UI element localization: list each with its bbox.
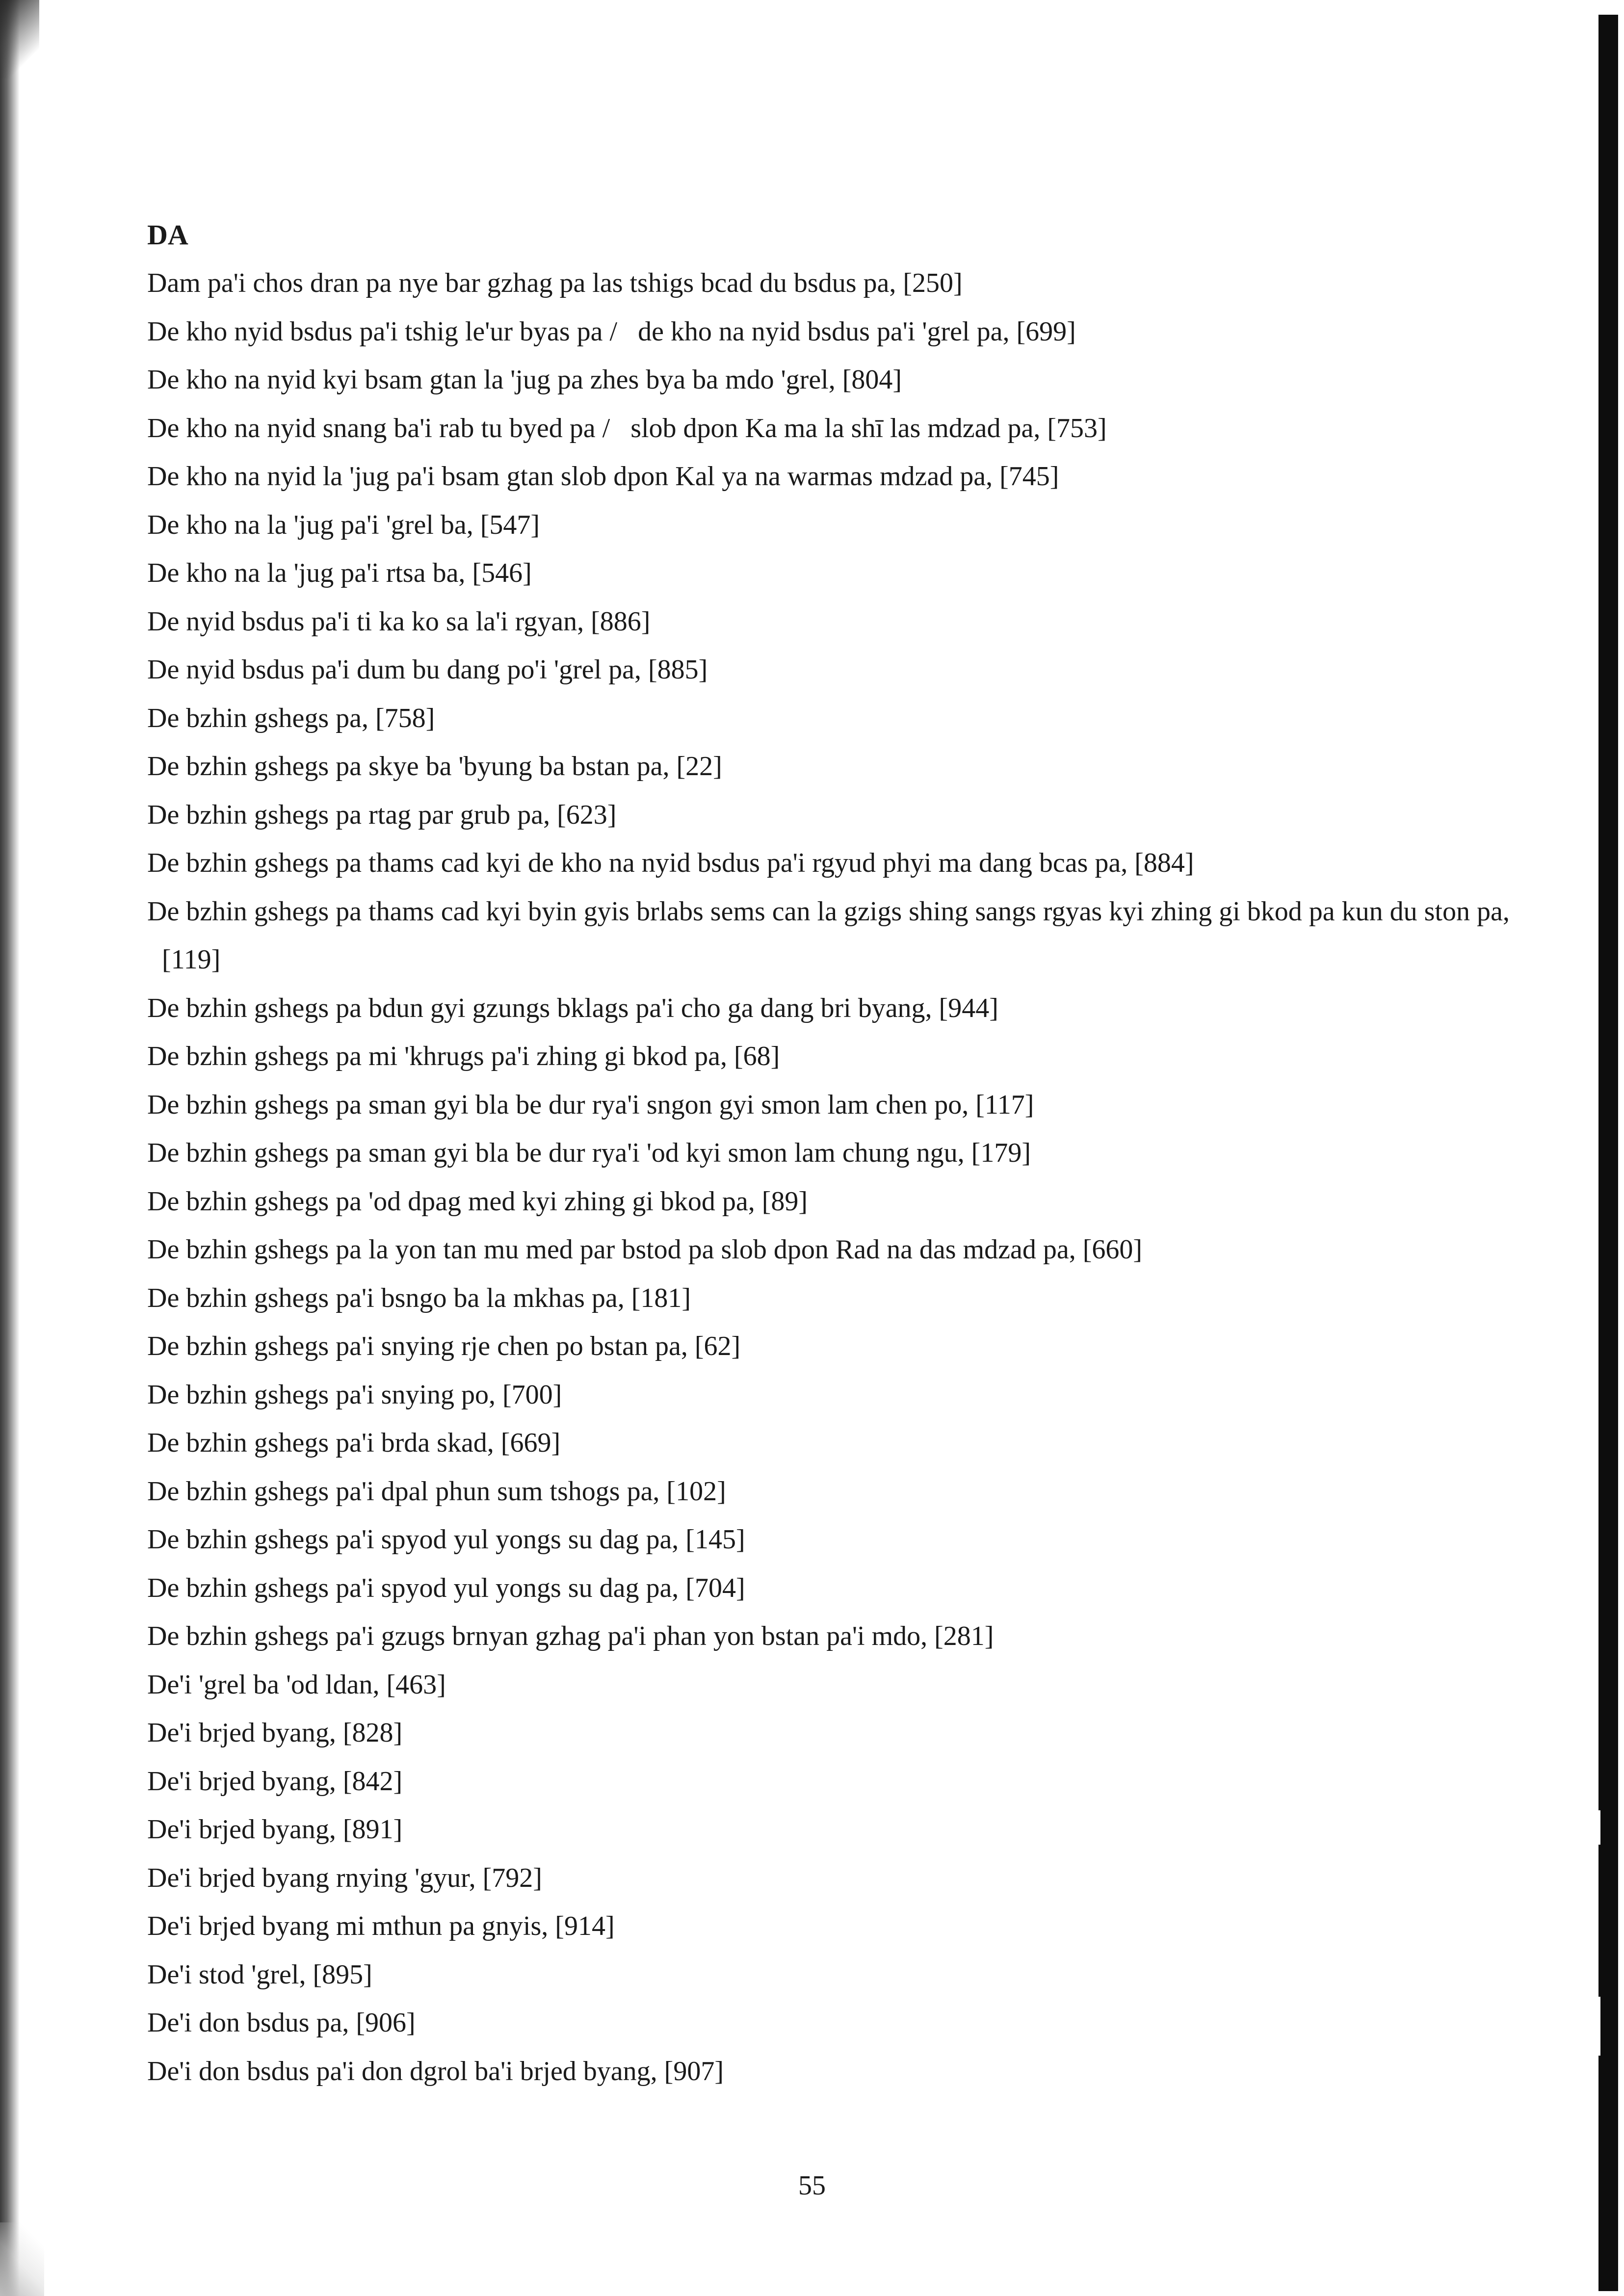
index-entry: De kho na nyid snang ba'i rab tu byed pa / slob dpon Ka ma la shī las mdzad pa, [753] [147, 413, 1107, 444]
index-entry: De bzhin gshegs pa'i dpal phun sum tshogs pa, [102] [147, 1476, 726, 1507]
scan-border-notch [1595, 1997, 1600, 2056]
index-entry: De kho na la 'jug pa'i rtsa ba, [546] [147, 558, 532, 588]
scan-shadow-left [0, 0, 20, 2296]
index-entry: De bzhin gshegs pa skye ba 'byung ba bstan pa, [22] [147, 751, 722, 782]
index-entry: De'i stod 'grel, [895] [147, 1959, 372, 1990]
index-entry: De bzhin gshegs pa mi 'khrugs pa'i zhing gi bkod pa, [68] [147, 1041, 780, 1071]
index-entry: De bzhin gshegs pa la yon tan mu med par bstod pa slob dpon Rad na das mdzad pa, [660] [147, 1234, 1143, 1265]
scan-corner-top-left [0, 0, 39, 78]
index-entry: De'i brjed byang, [828] [147, 1718, 403, 1748]
index-entry: De kho na nyid kyi bsam gtan la 'jug pa zhes bya ba mdo 'grel, [804] [147, 365, 902, 395]
scan-border-notch [1595, 1810, 1600, 1845]
index-entry: De bzhin gshegs pa 'od dpag med kyi zhing gi bkod pa, [89] [147, 1186, 808, 1217]
page-number: 55 [798, 2170, 826, 2201]
index-entry: De kho na la 'jug pa'i 'grel ba, [547] [147, 509, 540, 540]
index-entry: De bzhin gshegs pa, [758] [147, 703, 435, 733]
index-entry: De bzhin gshegs pa sman gyi bla be dur rya'i 'od kyi smon lam chung ngu, [179] [147, 1138, 1031, 1168]
index-entry-list [147, 259, 1570, 2095]
index-entry: De bzhin gshegs pa'i bsngo ba la mkhas pa, [181] [147, 1282, 691, 1313]
index-entry: De nyid bsdus pa'i dum bu dang po'i 'grel pa, [885] [147, 654, 708, 685]
index-entry: De bzhin gshegs pa thams cad kyi de kho na nyid bsdus pa'i rgyud phyi ma dang bcas pa, [884] [147, 848, 1194, 878]
index-entry: De bzhin gshegs pa bdun gyi gzungs bklags pa'i cho ga dang bri byang, [944] [147, 992, 998, 1023]
index-entry: De'i brjed byang, [842] [147, 1766, 403, 1797]
index-entry: De'i don bsdus pa'i don dgrol ba'i brjed byang, [907] [147, 2056, 724, 2087]
index-entry: De bzhin gshegs pa'i brda skad, [669] [147, 1428, 561, 1458]
index-entry: De'i brjed byang rnying 'gyur, [792] [147, 1862, 542, 1893]
index-entry: De'i brjed byang, [891] [147, 1814, 403, 1845]
index-entry: De kho na nyid la 'jug pa'i bsam gtan slob dpon Kal ya na warmas mdzad pa, [745] [147, 461, 1059, 492]
scan-border-right [1598, 15, 1618, 2291]
index-entry: De bzhin gshegs pa thams cad kyi byin gyis brlabs sems can la gzigs shing sangs rgyas kyi zhing gi bkod pa kun du ston pa, [119] [147, 896, 1510, 975]
section-heading: DA [147, 219, 188, 251]
index-entry: De nyid bsdus pa'i ti ka ko sa la'i rgyan, [886] [147, 606, 651, 637]
index-entry: De kho nyid bsdus pa'i tshig le'ur byas pa / de kho na nyid bsdus pa'i 'grel pa, [699] [147, 316, 1076, 347]
index-entry: De bzhin gshegs pa rtag par grub pa, [623] [147, 799, 617, 830]
index-entry: De'i don bsdus pa, [906] [147, 2008, 416, 2038]
index-entry: De'i brjed byang mi mthun pa gnyis, [914] [147, 1911, 615, 1941]
index-entry: De bzhin gshegs pa'i gzugs brnyan gzhag pa'i phan yon bstan pa'i mdo, [281] [147, 1621, 994, 1651]
index-entry: De bzhin gshegs pa'i spyod yul yongs su dag pa, [145] [147, 1524, 745, 1555]
index-entry: Dam pa'i chos dran pa nye bar gzhag pa las tshigs bcad du bsdus pa, [250] [147, 268, 963, 298]
index-entry: De bzhin gshegs pa'i snying po, [700] [147, 1379, 562, 1410]
index-entry: De'i 'grel ba 'od ldan, [463] [147, 1669, 446, 1700]
scan-corner-bottom-left [0, 2222, 44, 2296]
index-entry: De bzhin gshegs pa'i spyod yul yongs su dag pa, [704] [147, 1572, 745, 1603]
index-entry: De bzhin gshegs pa'i snying rje chen po bstan pa, [62] [147, 1331, 741, 1361]
index-page [147, 211, 1570, 2095]
index-entry: De bzhin gshegs pa sman gyi bla be dur rya'i sngon gyi smon lam chen po, [117] [147, 1089, 1034, 1120]
